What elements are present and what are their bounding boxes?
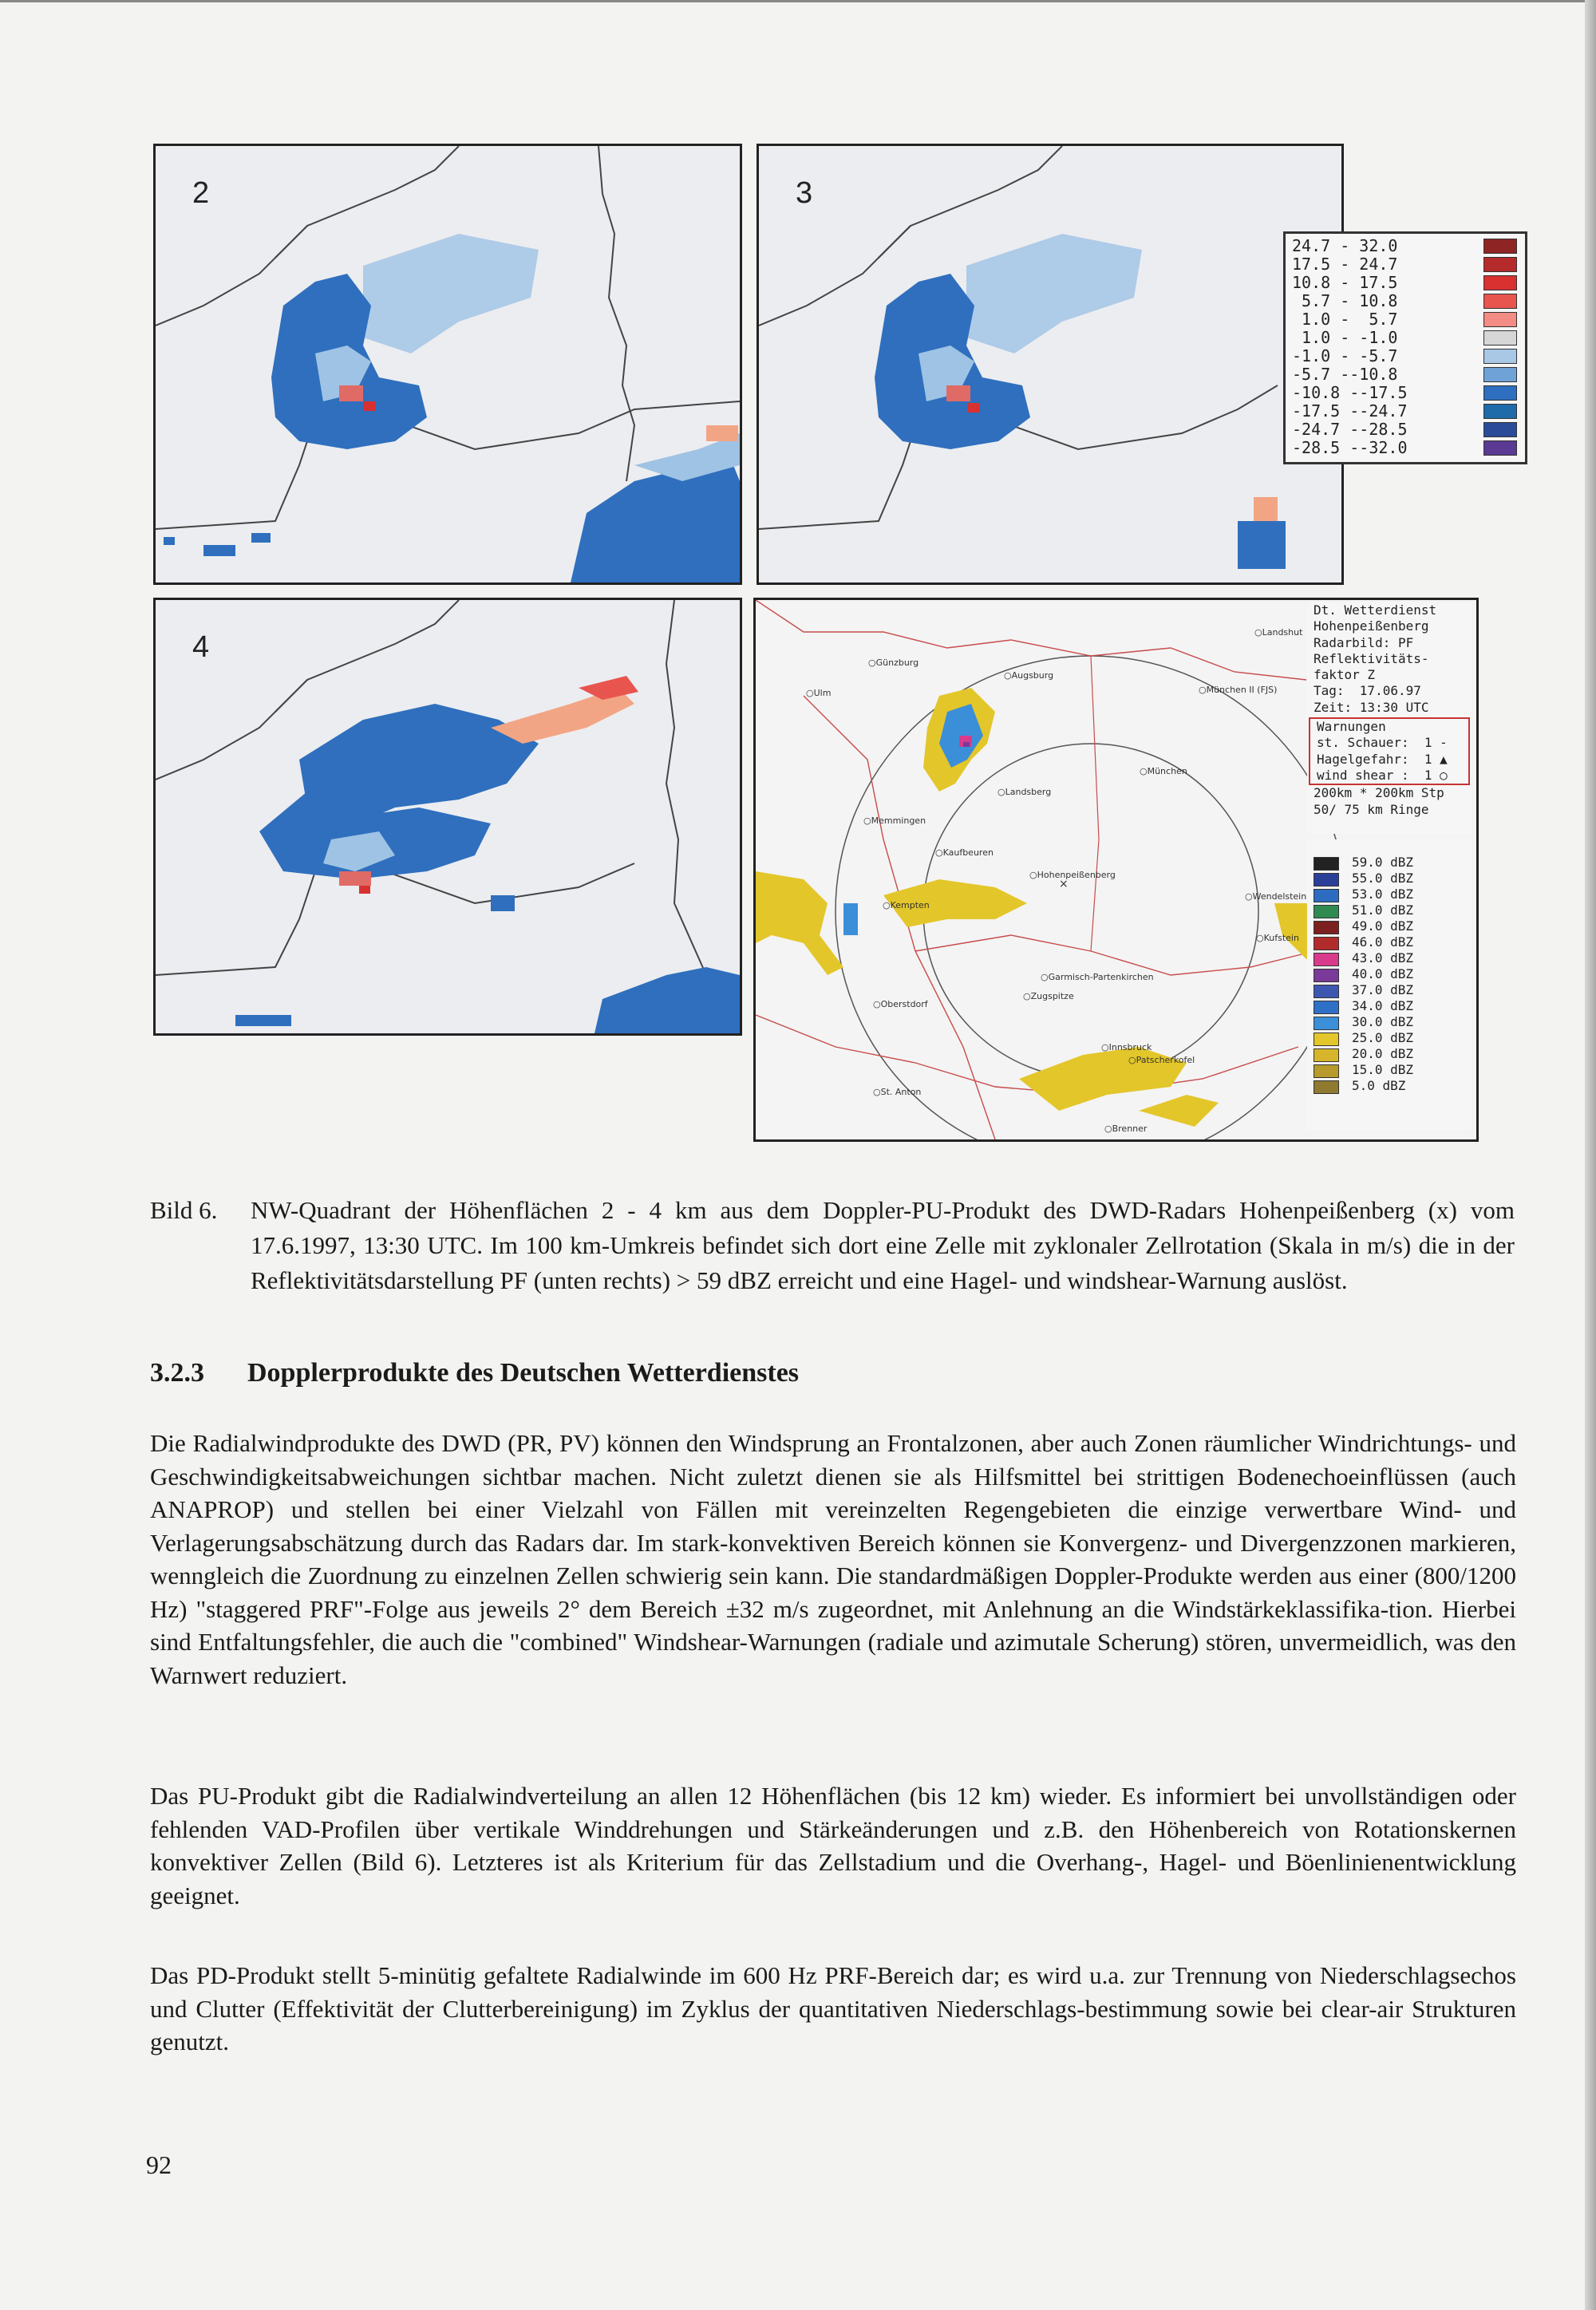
paragraph: Die Radialwindprodukte des DWD (PR, PV) können den Windsprung an Frontalzonen, aber auch Zonen räumlicher Windrichtungs- und Geschwindigkeitsabweichungen sichtbar machen. Nicht zuletzt dienen sie als Hilfsmittel bei strittigen Bodenechoeinflüssen (auch ANAPROP) und stellen bei einer Vielzahl von Fällen mit vereinzelten Regengebieten die einzige verwertbare Wind- und Verlagerungsabschätzung durch das Radars dar. Im stark-konvektiven Bereich können sie Konvergenz- und Divergenzzonen markieren, wenngleich die Zuordnung zu einzelnen Zellen schwierig sein kann. Die standardmäßigen Doppler-Produkte werden aus einer (800/1200 Hz) "staggered PRF"-Folge aus jeweils 2° dem Bereich ±32 m/s zugeordnet, mit Anlehnung an die Windstärkeklassifika-tion. Hierbei sind Entfaltungsfehler, die auch die "combined" Windshear-Warnungen (radiale und azimutale Scherung) stören, unvermeidlich, was den Warnwert reduziert. [150, 1429, 1516, 1689]
dbz-swatch [1314, 873, 1339, 886]
dbz-swatch [1314, 985, 1339, 998]
page-binding-edge [1585, 0, 1596, 2310]
velocity-legend-label: 10.8 - 17.5 [1292, 273, 1398, 292]
info-name-2: faktor Z [1314, 667, 1376, 683]
dbz-label: 40.0 dBZ [1352, 966, 1414, 981]
dbz-label: 59.0 dBZ [1352, 855, 1414, 870]
page-number: 92 [146, 2150, 172, 2179]
map-place-label: ○Brenner [1104, 1123, 1148, 1134]
warnings-box [1309, 717, 1470, 785]
map-place-label: ○Patscherkofel [1128, 1055, 1195, 1065]
map-place-label: ○Kufstein [1256, 933, 1299, 943]
dbz-legend [1307, 839, 1472, 1130]
section-number: 3.2.3 [150, 1358, 204, 1388]
warning-hail: Hagelgefahr: 1 ▲ [1317, 751, 1448, 767]
dbz-swatch [1314, 953, 1339, 966]
map-place-label: ○Augsburg [1004, 670, 1054, 681]
warnings-title: Warnungen [1317, 719, 1386, 735]
dbz-label: 43.0 dBZ [1352, 950, 1414, 965]
dbz-swatch [1314, 921, 1339, 934]
warning-windshear: wind shear : 1 ○ [1317, 767, 1448, 783]
info-time: Zeit: 13:30 UTC [1314, 699, 1429, 715]
dbz-swatch [1314, 1033, 1339, 1046]
dbz-swatch [1314, 1064, 1339, 1078]
velocity-legend-swatch [1483, 312, 1517, 327]
velocity-legend-label: 5.7 - 10.8 [1292, 291, 1398, 310]
info-name-1: Reflektivitäts- [1314, 650, 1429, 666]
dbz-swatch [1314, 889, 1339, 902]
panel-number-2: 2 [192, 176, 210, 210]
map-place-label: ○Zugspitze [1023, 991, 1074, 1001]
velocity-legend-label: 1.0 - -1.0 [1292, 328, 1398, 347]
dbz-swatch [1314, 857, 1339, 871]
velocity-legend-label: -1.0 - -5.7 [1292, 346, 1398, 365]
dbz-label: 49.0 dBZ [1352, 918, 1414, 934]
velocity-legend [1283, 231, 1527, 464]
map-place-label: ○Landsberg [998, 787, 1052, 797]
map-place-label: ○Kempten [883, 900, 930, 910]
velocity-legend-swatch [1483, 404, 1517, 419]
velocity-legend-swatch [1483, 367, 1517, 382]
velocity-legend-label: -24.7 --28.5 [1292, 420, 1408, 439]
radar-info-box [1307, 602, 1472, 834]
warning-showers: st. Schauer: 1 - [1317, 735, 1448, 751]
dbz-label: 34.0 dBZ [1352, 998, 1414, 1013]
velocity-map-2 [156, 146, 740, 582]
radar-panel-3 [757, 144, 1344, 585]
velocity-legend-swatch [1483, 422, 1517, 437]
section-title: Dopplerprodukte des Deutschen Wetterdienstes [247, 1358, 800, 1388]
info-title-2: Hohenpeißenberg [1314, 618, 1429, 634]
dbz-label: 5.0 dBZ [1352, 1078, 1406, 1093]
velocity-legend-swatch [1483, 349, 1517, 364]
map-place-label: ○Ulm [806, 688, 832, 698]
dbz-swatch [1314, 905, 1339, 918]
dbz-swatch [1314, 1017, 1339, 1030]
dbz-label: 25.0 dBZ [1352, 1030, 1414, 1045]
dbz-label: 30.0 dBZ [1352, 1014, 1414, 1029]
dbz-swatch [1314, 969, 1339, 982]
figure-caption [150, 1193, 1515, 1298]
info-date: Tag: 17.06.97 [1314, 683, 1421, 699]
panel-number-3: 3 [796, 176, 813, 210]
map-place-label: ○Wendelstein [1245, 891, 1307, 902]
velocity-map-3 [759, 146, 1341, 582]
section-heading [150, 1358, 799, 1388]
dbz-label: 20.0 dBZ [1352, 1046, 1414, 1061]
velocity-legend-label: -10.8 --17.5 [1292, 383, 1408, 402]
velocity-legend-swatch [1483, 239, 1517, 254]
map-place-label: ○Memmingen [863, 815, 926, 826]
paragraph: Das PU-Produkt gibt die Radialwindverteilung an allen 12 Höhenflächen (bis 12 km) wieder. Es informiert bei unvollständigen oder fehlenden VAD-Profilen über vertikale Winddrehungen und Stärkeänderungen und z.B. den Höhenbereich von Rotationskernen konvektiver Zellen (Bild 6). Letzteres ist als Kriterium für das Zellstadium und die Overhang-, Hagel- und Böenlinienentwicklung geeignet. [150, 1782, 1516, 1909]
velocity-legend-swatch [1483, 275, 1517, 290]
velocity-legend-swatch [1483, 385, 1517, 401]
dbz-swatch [1314, 937, 1339, 950]
map-place-label: ○München [1140, 766, 1187, 776]
velocity-legend-swatch [1483, 330, 1517, 346]
page-top-border [0, 0, 1596, 2]
velocity-legend-label: 1.0 - 5.7 [1292, 310, 1398, 329]
map-place-label: ○Landshut [1254, 627, 1303, 638]
info-product: Radarbild: PF [1314, 634, 1414, 650]
dbz-swatch [1314, 1048, 1339, 1062]
map-place-label: ○Garmisch-Partenkirchen [1041, 972, 1154, 982]
map-place-label: ○St. Anton [873, 1087, 922, 1097]
velocity-legend-label: -28.5 --32.0 [1292, 438, 1408, 457]
panel-number-4: 4 [192, 630, 210, 664]
dbz-label: 51.0 dBZ [1352, 902, 1414, 918]
info-range-1: 200km * 200km Stp [1314, 785, 1444, 801]
dbz-label: 37.0 dBZ [1352, 982, 1414, 997]
dbz-label: 55.0 dBZ [1352, 871, 1414, 886]
dbz-label: 53.0 dBZ [1352, 886, 1414, 902]
velocity-legend-label: 17.5 - 24.7 [1292, 255, 1398, 274]
info-title-1: Dt. Wetterdienst [1314, 602, 1437, 618]
map-place-label: ○Hohenpeißenberg [1029, 870, 1116, 880]
map-place-label: ○Oberstdorf [873, 999, 928, 1009]
radar-panel-4 [153, 598, 742, 1036]
velocity-legend-label: -17.5 --24.7 [1292, 401, 1408, 421]
info-range-2: 50/ 75 km Ringe [1314, 801, 1429, 817]
velocity-legend-swatch [1483, 294, 1517, 309]
dbz-swatch [1314, 1001, 1339, 1014]
map-place-label: ○Innsbruck [1101, 1042, 1152, 1052]
caption-text: NW-Quadrant der Höhenflächen 2 - 4 km aus dem Doppler-PU-Produkt des DWD-Radars Hohenpeißenberg (x) vom 17.6.1997, 13:30 UTC. Im 100 km-Umkreis befindet sich dort eine Zelle mit zyklonaler Zellrotation (Skala in m/s) die in der Reflektivitätsdarstellung PF (unten rechts) > 59 dBZ erreicht und eine Hagel- und windshear-Warnung auslöst. [251, 1196, 1515, 1294]
dbz-swatch [1314, 1080, 1339, 1094]
svg-text:×: × [1059, 878, 1069, 890]
velocity-legend-swatch [1483, 257, 1517, 272]
radar-panel-2 [153, 144, 742, 585]
map-place-label: ○München II (FJS) [1199, 685, 1278, 695]
velocity-legend-label: -5.7 --10.8 [1292, 365, 1398, 384]
dbz-label: 15.0 dBZ [1352, 1062, 1414, 1077]
map-place-label: ○Günzburg [868, 657, 919, 668]
dbz-label: 46.0 dBZ [1352, 934, 1414, 950]
velocity-map-4 [156, 600, 740, 1033]
map-place-label: ○Kaufbeuren [935, 847, 994, 858]
velocity-legend-label: 24.7 - 32.0 [1292, 236, 1398, 255]
paragraph: Das PD-Produkt stellt 5-minütig gefaltete Radialwinde im 600 Hz PRF-Bereich dar; es wird u.a. zur Trennung von Niederschlagsechos und Clutter (Effektivität der Clutterbereinigung) im Zyklus der quantitativen Niederschlags-bestimmung sowie bei clear-air Strukturen genutzt. [150, 1961, 1516, 2055]
velocity-legend-swatch [1483, 440, 1517, 456]
caption-label: Bild 6. [150, 1196, 218, 1224]
